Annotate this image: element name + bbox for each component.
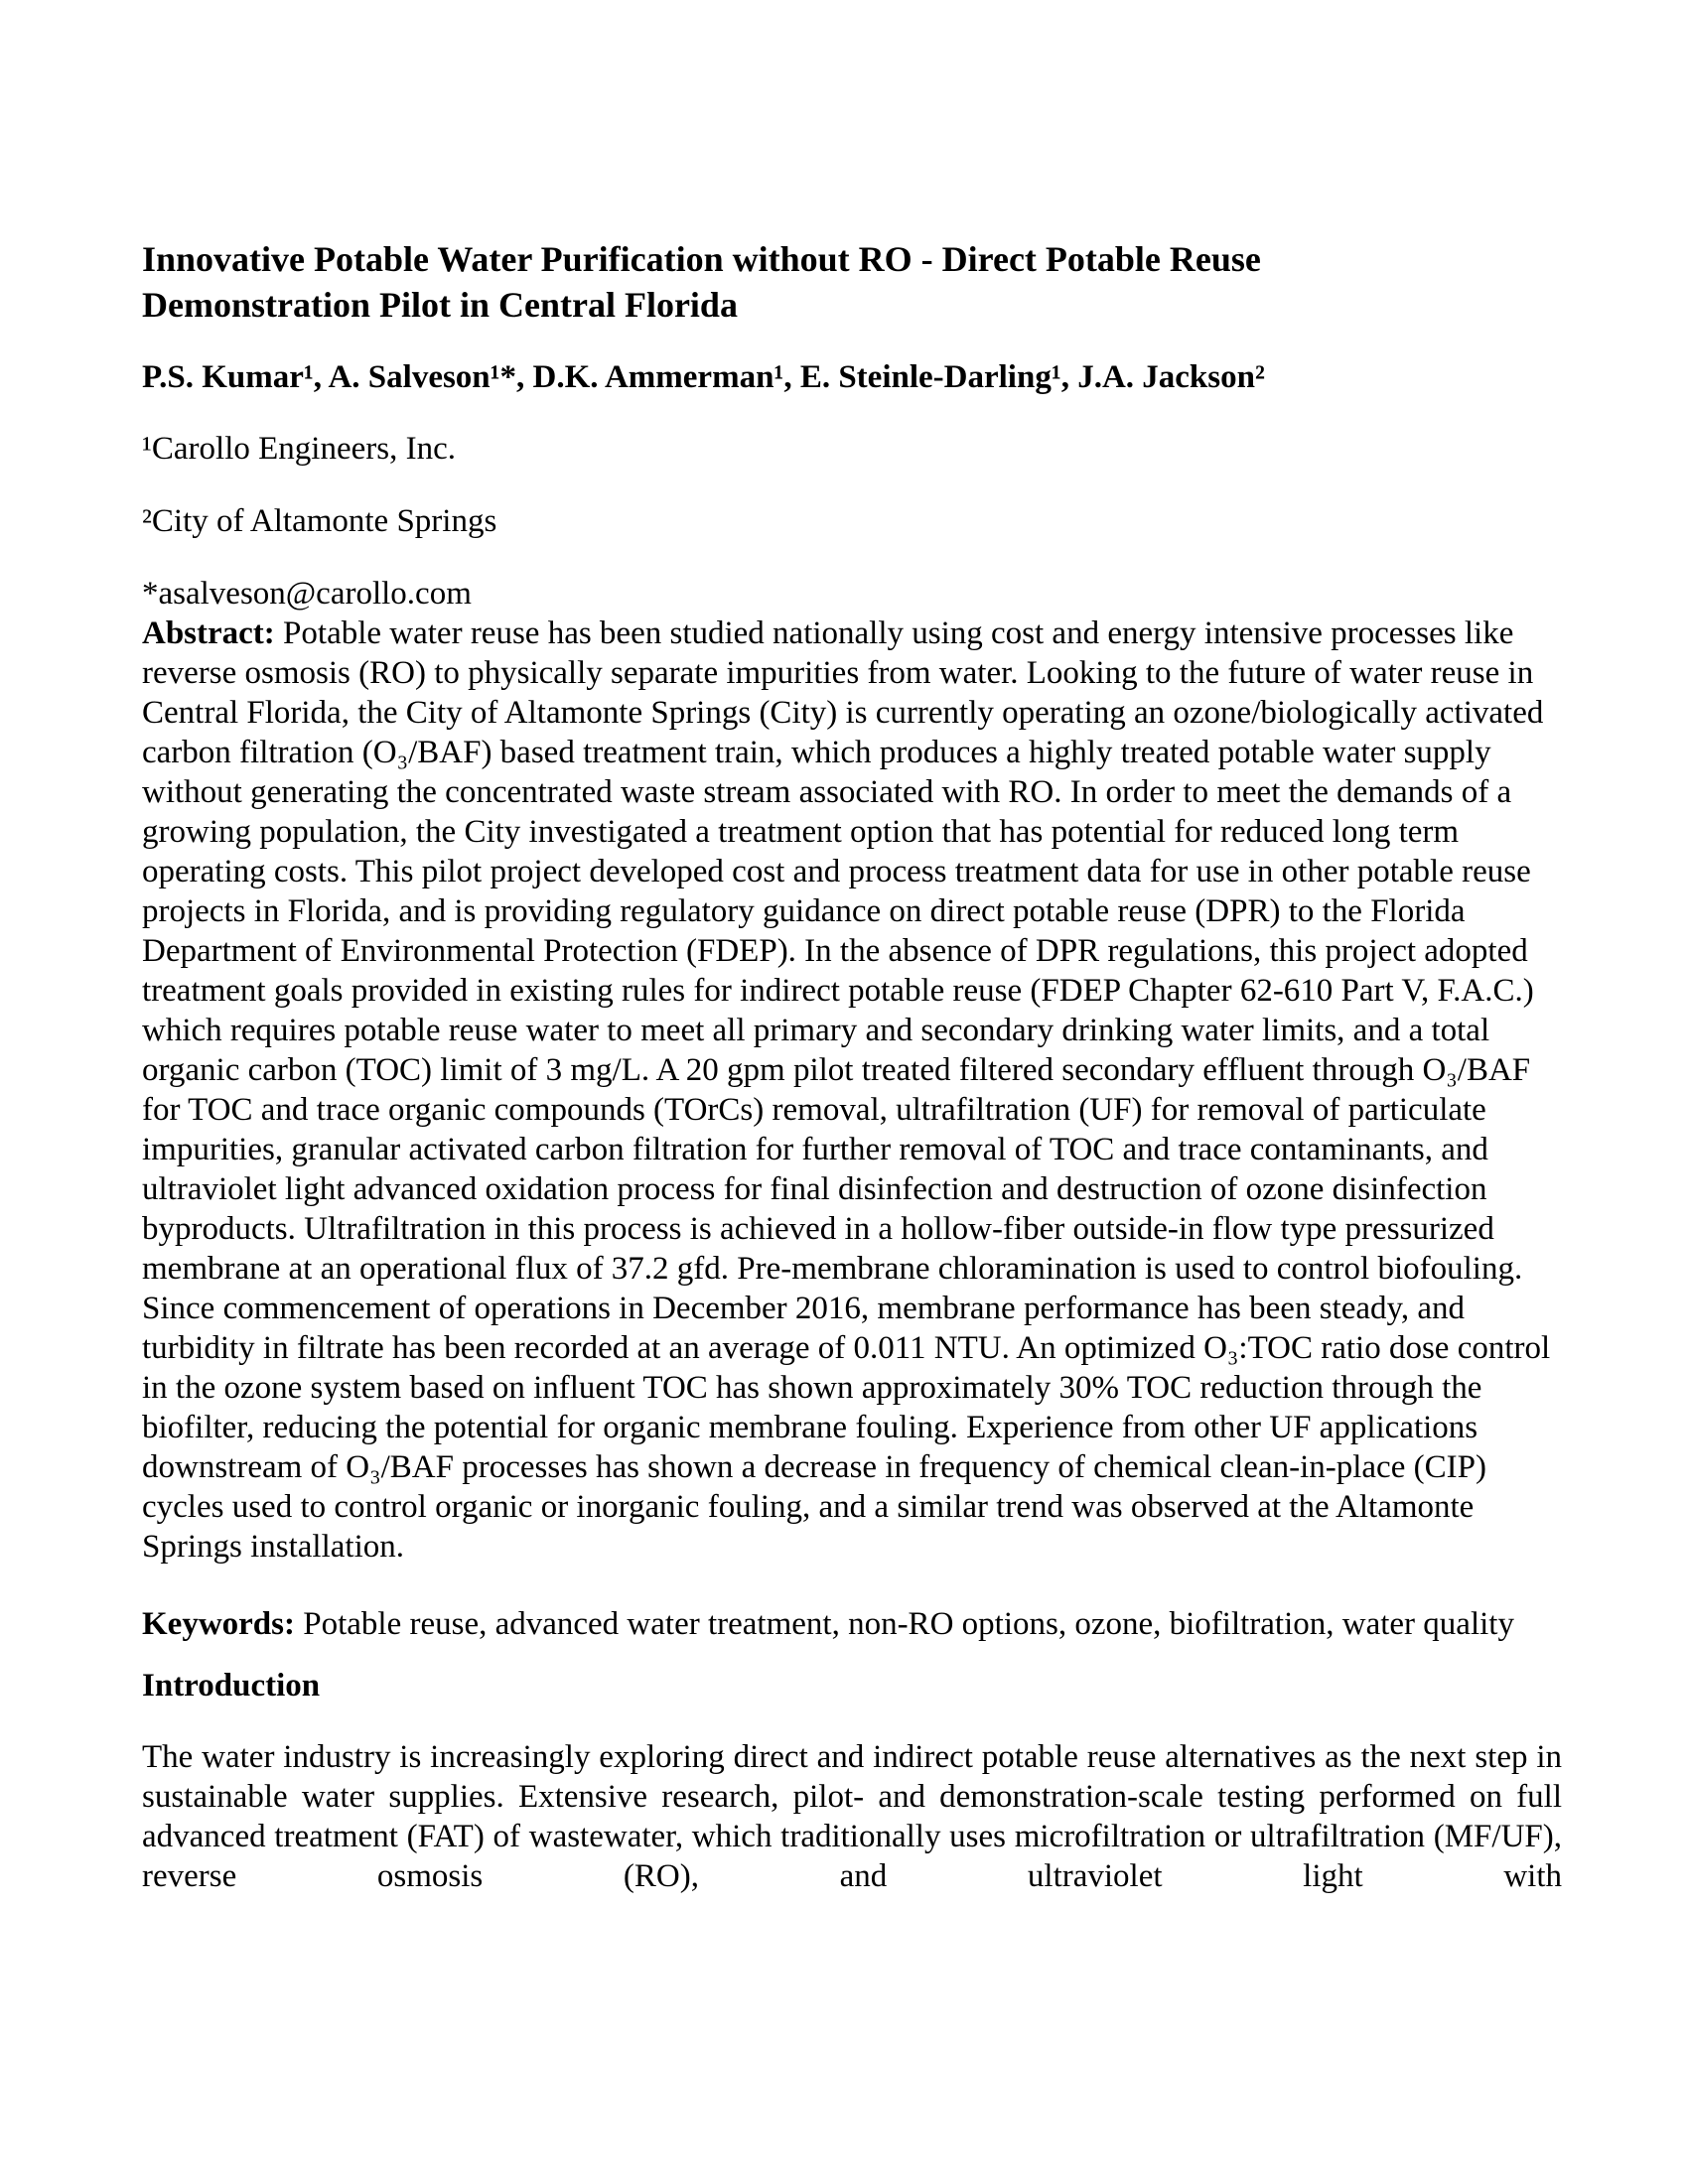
introduction-heading: Introduction [142,1668,321,1704]
keywords-text: Potable reuse, advanced water treatment, non-RO options, ozone, biofiltration, water quality [294,1606,1514,1642]
affiliation-1: ¹Carollo Engineers, Inc. [142,431,456,467]
affiliation-2: ²City of Altamonte Springs [142,503,497,539]
paper-title-line-2: Demonstration Pilot in Central Florida [142,285,738,325]
keywords-paragraph [142,1604,1562,1644]
introduction-paragraph: The water industry is increasingly exploring direct and indirect potable reuse alternatives as the next step in sustainable water supplies. Extensive research, pilot- and demonstration-scale testing performed on full advanced treatment (FAT) of wastewater, which traditionally uses microfiltration or ultrafiltration (MF/UF), reverse osmosis (RO), and ultraviolet light with [142,1739,1562,1894]
corresponding-email: *asalveson@carollo.com [142,576,472,612]
page-content [142,236,1562,1896]
paper-title [142,236,1562,328]
abstract-text: Potable water reuse has been studied nationally using cost and energy intensive processes like reverse osmosis (RO) to physically separate impurities from water. Looking to the future of water reuse in Central Florida, the City of Altamonte Springs (City) is currently operating an ozone/biologically activated carbon filtration (O₃/BAF) based treatment train, which produces a highly treated potable water supply without generating the concentrated waste stream associated with RO. In order to meet the demands of a growing population, the City investigated a treatment option that has potential for reduced long term operating costs. This pilot project developed cost and process treatment data for use in other potable reuse projects in Florida, and is providing regulatory guidance on direct potable reuse (DPR) to the Florida Department of Environmental Protection (FDEP). In the absence of DPR regulations, this project adopted treatment goals provided in existing rules for indirect potable reuse (FDEP Chapter 62-610 Part V, F.A.C.) which requires potable reuse water to meet all primary and secondary drinking water limits, and a total organic carbon (TOC) limit of 3 mg/L. A 20 gpm pilot treated filtered secondary effluent through O₃/BAF for TOC and trace organic compounds (TOrCs) removal, ultrafiltration (UF) for removal of particulate impurities, granular activated carbon filtration for further removal of TOC and trace contaminants, and ultraviolet light advanced oxidation process for final disinfection and destruction of ozone disinfection byproducts. Ultrafiltration in this process is achieved in a hollow-fiber outside-in flow type pressurized membrane at an operational flux of 37.2 gfd. Pre-membrane chloramination is used to control biofouling. Since commencement of operations in December 2016, membrane performance has been steady, and turbidity in filtrate has been recorded at an average of 0.011 NTU. An optimized O₃:TOC ratio dose control in the ozone system based on influent TOC has shown approximately 30% TOC reduction through the biofilter, reducing the potential for organic membrane fouling. Experience from other UF applications downstream of O₃/BAF processes has shown a decrease in frequency of chemical clean-in-place (CIP) cycles used to control organic or inorganic fouling, and a similar trend was observed at the Altamonte Springs installation. [142,615,1551,1565]
paper-title-line-1: Innovative Potable Water Purification without RO - Direct Potable Reuse [142,239,1261,279]
authors-line: P.S. Kumar¹, A. Salveson¹*, D.K. Ammerman¹, E. Steinle-Darling¹, J.A. Jackson² [142,359,1265,395]
abstract-label: Abstract: [142,615,275,651]
keywords-label: Keywords: [142,1606,295,1642]
abstract-paragraph [142,614,1562,1567]
